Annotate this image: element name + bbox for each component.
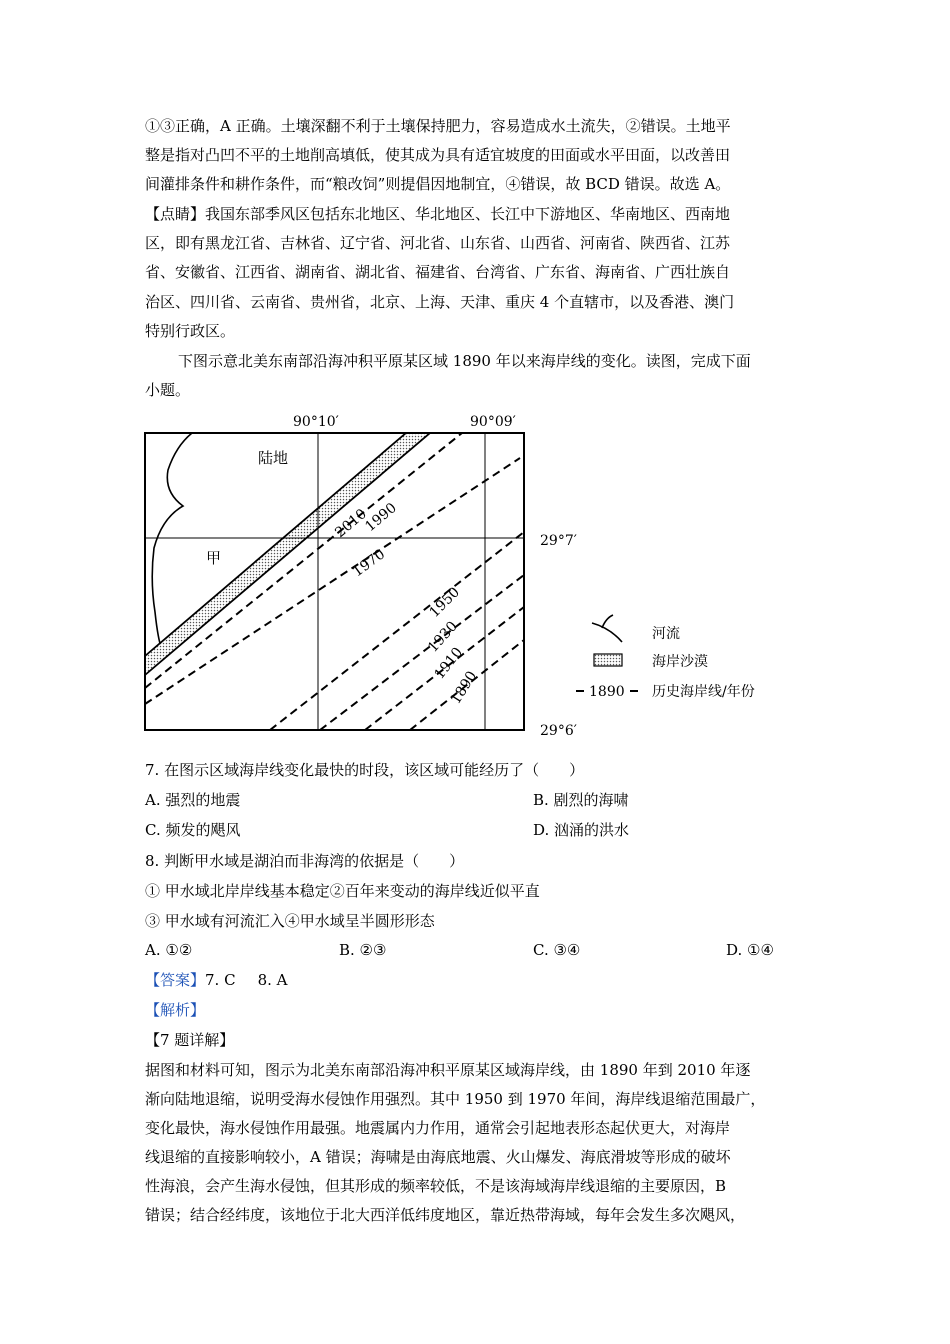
sand-legend-swatch bbox=[594, 654, 622, 666]
river-legend-icon bbox=[592, 615, 622, 642]
q8-option-b: B. ②③ bbox=[339, 941, 387, 959]
passage-line: 小题。 bbox=[145, 381, 191, 399]
q8-stem: 8. 判断甲水域是湖泊而非海湾的依据是（ ） bbox=[145, 852, 465, 870]
detail-line: 据图和材料可知，图示为北美东南部沿海冲积平原某区域海岸线，由 1890 年到 2010 年逐 bbox=[145, 1061, 751, 1079]
q7-stem: 7. 在图示区域海岸线变化最快的时段，该区域可能经历了（ ） bbox=[145, 761, 585, 779]
intro-line: 区，即有黑龙江省、吉林省、辽宁省、河北省、山东省、山西省、河南省、陕西省、江苏 bbox=[145, 234, 731, 252]
lon-label-right: 90°09′ bbox=[470, 414, 516, 430]
intro-line: 省、安徽省、江西省、湖南省、湖北省、福建省、台湾省、广东省、海南省、广西壮族自 bbox=[145, 263, 731, 281]
intro-line: 间灌排条件和耕作条件，而“粮改饲”则提倡因地制宜，④错误，故 BCD 错误。故选 A。 bbox=[145, 175, 731, 193]
detail-line: 渐向陆地退缩，说明受海水侵蚀作用强烈。其中 1950 到 1970 年间，海岸线退缩范围最广， bbox=[145, 1090, 766, 1108]
lon-label-left: 90°10′ bbox=[293, 414, 339, 430]
q8-option-d: D. ①④ bbox=[726, 941, 774, 959]
passage-line: 下图示意北美东南部沿海冲积平原某区域 1890 年以来海岸线的变化。读图，完成下面 bbox=[178, 352, 751, 370]
detail-line: 错误；结合经纬度，该地位于北大西洋低纬度地区，靠近热带海域，每年会发生多次飓风， bbox=[145, 1206, 746, 1224]
q8-statement: ③ 甲水域有河流汇入④甲水域呈半圆形形态 bbox=[145, 912, 435, 930]
intro-line: 治区、四川省、云南省、贵州省，北京、上海、天津、重庆 4 个直辖市，以及香港、澳门 bbox=[145, 293, 735, 311]
map-legend bbox=[576, 615, 755, 700]
answer-label: 【答案】 bbox=[145, 971, 206, 989]
q7-option-b: B. 剧烈的海啸 bbox=[533, 791, 629, 809]
lat-label-top: 29°7′ bbox=[540, 533, 577, 549]
year-label-2010: 2010 bbox=[332, 505, 370, 542]
detail-line: 变化最快，海水侵蚀作用最强。地震属内力作用，通常会引起地表形态起伏更大，对海岸 bbox=[145, 1119, 731, 1137]
detail-label: 【7 题详解】 bbox=[145, 1031, 235, 1049]
intro-line: 特别行政区。 bbox=[145, 322, 236, 340]
detail-line: 线退缩的直接影响较小，A 错误；海啸是由海底地震、火山爆发、海底滑坡等形成的破坏 bbox=[145, 1148, 731, 1166]
answer-line bbox=[145, 970, 288, 990]
answer-q7: 7. C bbox=[205, 971, 236, 989]
q8-option-a: A. ①② bbox=[145, 941, 193, 959]
shoreline-1990 bbox=[145, 433, 462, 688]
year-label-1990: 1990 bbox=[362, 499, 400, 536]
answer-q8: 8. A bbox=[257, 971, 288, 989]
q8-statement: ① 甲水域北岸岸线基本稳定②百年来变动的海岸线近似平直 bbox=[145, 882, 540, 900]
year-label-1970: 1970 bbox=[349, 546, 389, 581]
year-label-1930: 1930 bbox=[425, 618, 461, 656]
year-label-1950: 1950 bbox=[426, 584, 464, 621]
water-label: 甲 bbox=[206, 549, 222, 567]
q7-option-c: C. 频发的飓风 bbox=[145, 821, 241, 839]
q7-option-d: D. 汹涌的洪水 bbox=[533, 821, 630, 839]
shoreline-1950 bbox=[270, 532, 524, 730]
legend-sand-label: 海岸沙漠 bbox=[652, 654, 708, 670]
lat-label-bottom: 29°6′ bbox=[540, 723, 577, 739]
legend-shore-year: 1890 bbox=[589, 684, 625, 700]
intro-line: 整是指对凸凹不平的土地削高填低，使其成为具有适宜坡度的田面或水平田面，以改善田 bbox=[145, 146, 731, 164]
detail-line: 性海浪，会产生海水侵蚀，但其形成的频率较低，不是该海域海岸线退缩的主要原因，B bbox=[145, 1177, 727, 1195]
intro-line: ①③正确，A 正确。土壤深翻不利于土壤保持肥力，容易造成水土流失，②错误。土地平 bbox=[145, 117, 731, 135]
legend-river-label: 河流 bbox=[652, 626, 680, 642]
q8-option-c: C. ③④ bbox=[533, 941, 581, 959]
analysis-label: 【解析】 bbox=[145, 1001, 206, 1019]
land-label: 陆地 bbox=[258, 449, 289, 467]
year-label-1910: 1910 bbox=[431, 644, 467, 683]
q7-option-a: A. 强烈的地震 bbox=[145, 791, 241, 809]
year-label-1890: 1890 bbox=[447, 668, 481, 708]
intro-line: 【点睛】我国东部季风区包括东北地区、华北地区、长江中下游地区、华南地区、西南地 bbox=[145, 205, 731, 223]
coastline-map bbox=[140, 408, 790, 753]
legend-shore-label: 历史海岸线/年份 bbox=[652, 684, 755, 700]
shoreline-1930 bbox=[320, 575, 524, 730]
